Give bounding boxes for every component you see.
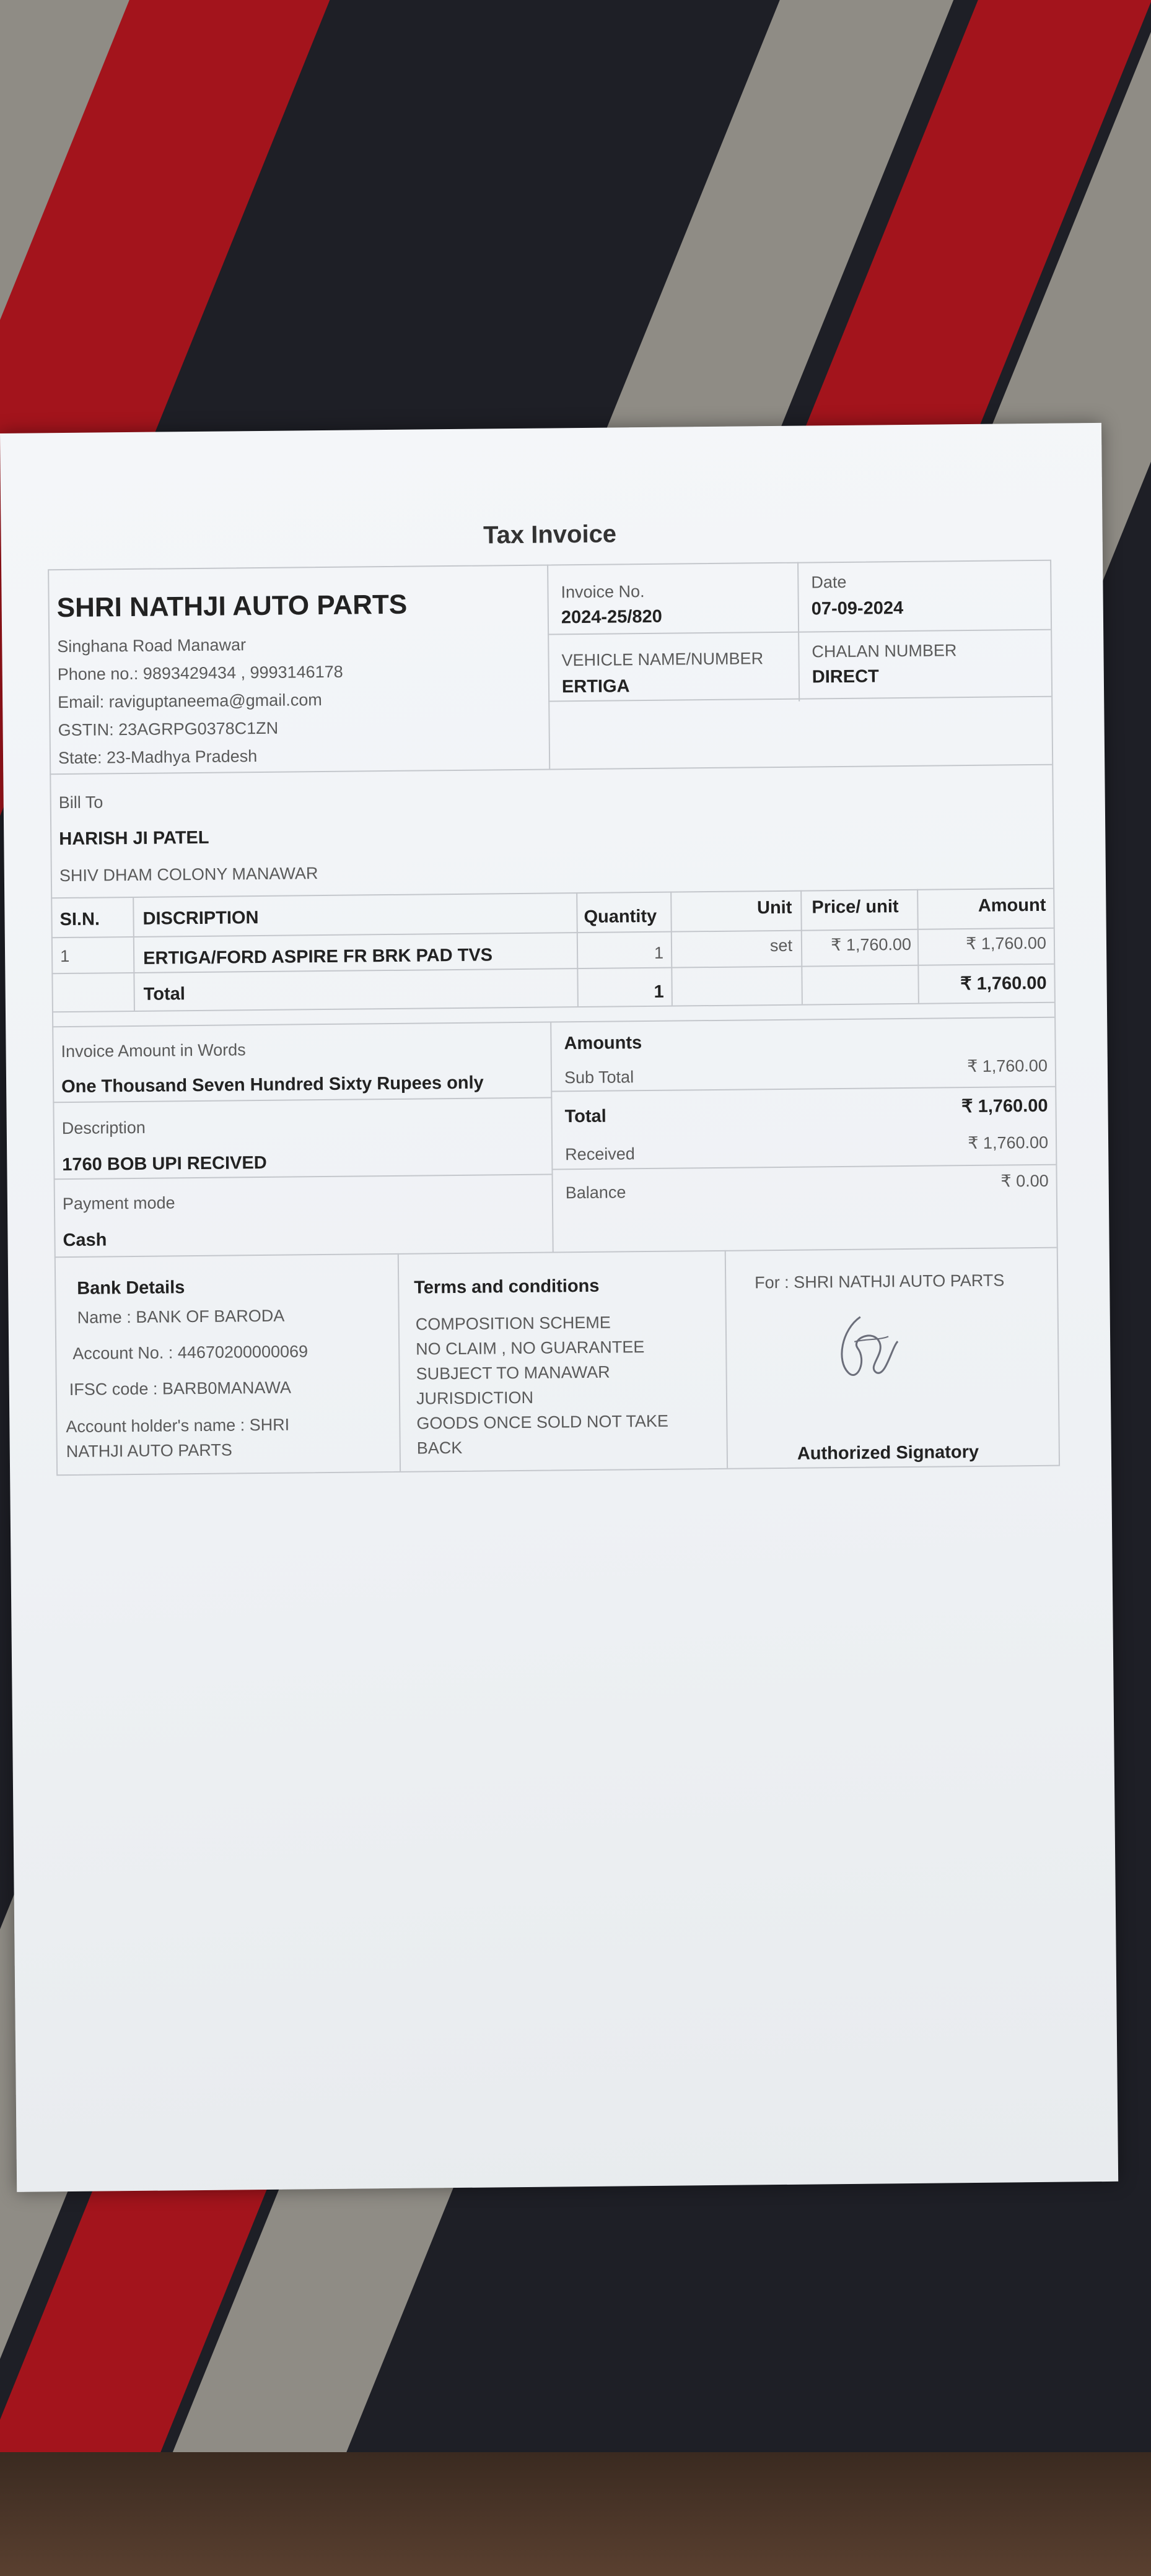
bill-to-name: HARISH JI PATEL — [59, 827, 209, 850]
terms-line: BACK — [416, 1438, 463, 1458]
terms-line: GOODS ONCE SOLD NOT TAKE — [416, 1411, 669, 1433]
col-header-description: DISCRIPTION — [142, 908, 259, 929]
total-amount: ₹ 1,760.00 — [960, 973, 1047, 994]
received-value: ₹ 1,760.00 — [968, 1133, 1049, 1153]
total-quantity: 1 — [654, 981, 664, 1002]
seller-address: Singhana Road Manawar — [57, 635, 247, 656]
sub-total-label: Sub Total — [564, 1068, 634, 1087]
words-value: One Thousand Seven Hundred Sixty Rupees only — [61, 1073, 484, 1097]
invoice-no-value: 2024-25/820 — [561, 606, 662, 628]
signatory-for: For : SHRI NATHJI AUTO PARTS — [755, 1271, 1005, 1292]
seller-state: State: 23-Madhya Pradesh — [58, 747, 258, 768]
bank-holder-line1: Account holder's name : SHRI — [66, 1415, 290, 1437]
chalan-label: CHALAN NUMBER — [812, 641, 957, 661]
signature-icon — [823, 1304, 911, 1391]
description-value: 1760 BOB UPI RECIVED — [62, 1152, 267, 1175]
row-price: ₹ 1,760.00 — [831, 934, 912, 955]
chalan-value: DIRECT — [812, 666, 879, 687]
terms-line: SUBJECT TO MANAWAR — [416, 1362, 610, 1383]
sub-total-value: ₹ 1,760.00 — [966, 1056, 1048, 1076]
payment-value: Cash — [63, 1230, 107, 1251]
seller-name: SHRI NATHJI AUTO PARTS — [56, 589, 408, 624]
vehicle-value: ERTIGA — [561, 676, 630, 697]
seller-phone: Phone no.: 9893429434 , 9993146178 — [57, 662, 343, 684]
words-label: Invoice Amount in Words — [61, 1040, 246, 1061]
terms-header: Terms and conditions — [414, 1276, 600, 1298]
total-label: Total — [143, 984, 185, 1004]
description-label: Description — [61, 1118, 146, 1138]
bill-to-address: SHIV DHAM COLONY MANAWAR — [59, 864, 318, 886]
bill-to-label: Bill To — [58, 793, 103, 812]
seller-email: Email: raviguptaneema@gmail.com — [58, 690, 322, 712]
col-header-amount: Amount — [978, 895, 1046, 916]
bank-account: Account No. : 44670200000069 — [72, 1342, 309, 1363]
summary-total-value: ₹ 1,760.00 — [961, 1095, 1048, 1117]
row-sn: 1 — [59, 946, 70, 966]
col-header-sn: SI.N. — [59, 909, 100, 930]
amounts-header: Amounts — [564, 1033, 642, 1054]
signatory-label: Authorized Signatory — [797, 1442, 979, 1464]
seller-gstin: GSTIN: 23AGRPG0378C1ZN — [58, 718, 279, 740]
row-description: ERTIGA/FORD ASPIRE FR BRK PAD TVS — [142, 945, 493, 968]
balance-value: ₹ 0.00 — [1000, 1171, 1049, 1191]
row-unit: set — [769, 936, 793, 955]
received-label: Received — [565, 1144, 635, 1164]
invoice-paper — [0, 423, 1118, 2192]
invoice-title: Tax Invoice — [483, 520, 617, 549]
col-header-price: Price/ unit — [812, 897, 899, 918]
vehicle-label: VEHICLE NAME/NUMBER — [561, 649, 764, 670]
bank-name: Name : BANK OF BARODA — [77, 1306, 285, 1327]
terms-line: COMPOSITION SCHEME — [415, 1313, 611, 1334]
row-amount: ₹ 1,760.00 — [966, 933, 1047, 954]
date-label: Date — [811, 572, 847, 592]
date-value: 07-09-2024 — [811, 598, 904, 619]
col-header-unit: Unit — [756, 897, 792, 918]
balance-label: Balance — [565, 1183, 626, 1203]
bank-header: Bank Details — [77, 1277, 185, 1299]
col-header-quantity: Quantity — [584, 906, 657, 927]
invoice-document — [47, 516, 1052, 1464]
bank-ifsc: IFSC code : BARB0MANAWA — [69, 1378, 292, 1399]
payment-label: Payment mode — [62, 1193, 175, 1214]
summary-total-label: Total — [564, 1106, 606, 1127]
bank-holder-line2: NATHJI AUTO PARTS — [66, 1440, 232, 1461]
terms-line: NO CLAIM , NO GUARANTEE — [416, 1338, 645, 1359]
fabric-bottom — [0, 2452, 1151, 2576]
row-quantity: 1 — [654, 943, 664, 962]
terms-line: JURISDICTION — [416, 1388, 534, 1408]
invoice-no-label: Invoice No. — [561, 582, 645, 602]
